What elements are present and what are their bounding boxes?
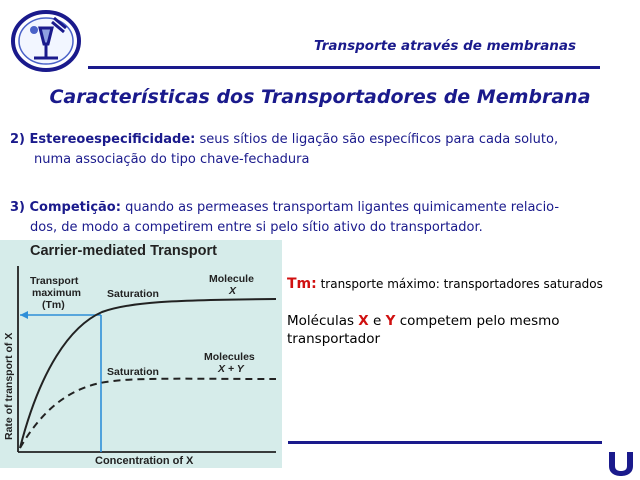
tm-text: transporte máximo: transportadores saturados	[320, 277, 603, 291]
item2-text-line1: seus sítios de ligação são específicos para cada soluto,	[199, 132, 559, 147]
tmax-label-line1: Transport	[30, 275, 79, 287]
university-logo-icon	[606, 450, 636, 478]
molecules-suffix: competem pelo mesmo transportador	[287, 313, 560, 347]
tm-arrow-head	[20, 311, 28, 319]
molecules-competition-note	[287, 312, 632, 348]
institution-logo	[10, 8, 82, 74]
molecules-xy-label-line1: Molecules	[204, 351, 255, 363]
molecule-y-marker: Y	[385, 313, 396, 329]
saturation-top-label: Saturation	[107, 288, 159, 300]
item-stereospecificity	[10, 130, 635, 170]
molecule-x-label-line2: X	[229, 285, 237, 297]
item2-label: 2) Estereoespecificidade:	[10, 132, 196, 147]
molecules-and: e	[373, 313, 382, 329]
item-competition	[10, 198, 635, 238]
saturation-bottom-label: Saturation	[107, 366, 159, 378]
footer-divider	[288, 441, 602, 444]
slide-title: Características dos Transportadores de Membrana	[49, 86, 591, 108]
item3-label: 3) Competição:	[10, 200, 121, 215]
molecules-xy-label-line2: X + Y	[218, 363, 244, 375]
molecules-prefix: Moléculas	[287, 313, 354, 329]
tm-key: Tm:	[287, 276, 317, 292]
header-divider	[88, 66, 600, 69]
item2-text-line2: numa associação do tipo chave-fechadura	[34, 152, 310, 167]
y-axis-label: Rate of transport of X	[3, 332, 15, 440]
transport-chart	[0, 240, 282, 468]
item3-text-line1: quando as permeases transportam ligantes quimicamente relacio-	[125, 200, 560, 215]
item3-text-line2: dos, de modo a competirem entre si pelo sítio ativo do transportador.	[30, 220, 483, 235]
tmax-label-line2: maximum	[32, 287, 82, 299]
tmax-label-line3: (Tm)	[42, 299, 65, 311]
chart-canvas	[0, 240, 282, 468]
x-axis-label: Concentration of X	[95, 455, 194, 467]
header-title: Transporte através de membranas	[314, 38, 577, 54]
chart-title: Carrier-mediated Transport	[30, 243, 217, 259]
molecule-x-label-line1: Molecule	[209, 273, 254, 285]
molecule-x-marker: X	[358, 313, 369, 329]
curve-molecules-xy	[20, 379, 276, 448]
tm-definition	[287, 276, 603, 292]
